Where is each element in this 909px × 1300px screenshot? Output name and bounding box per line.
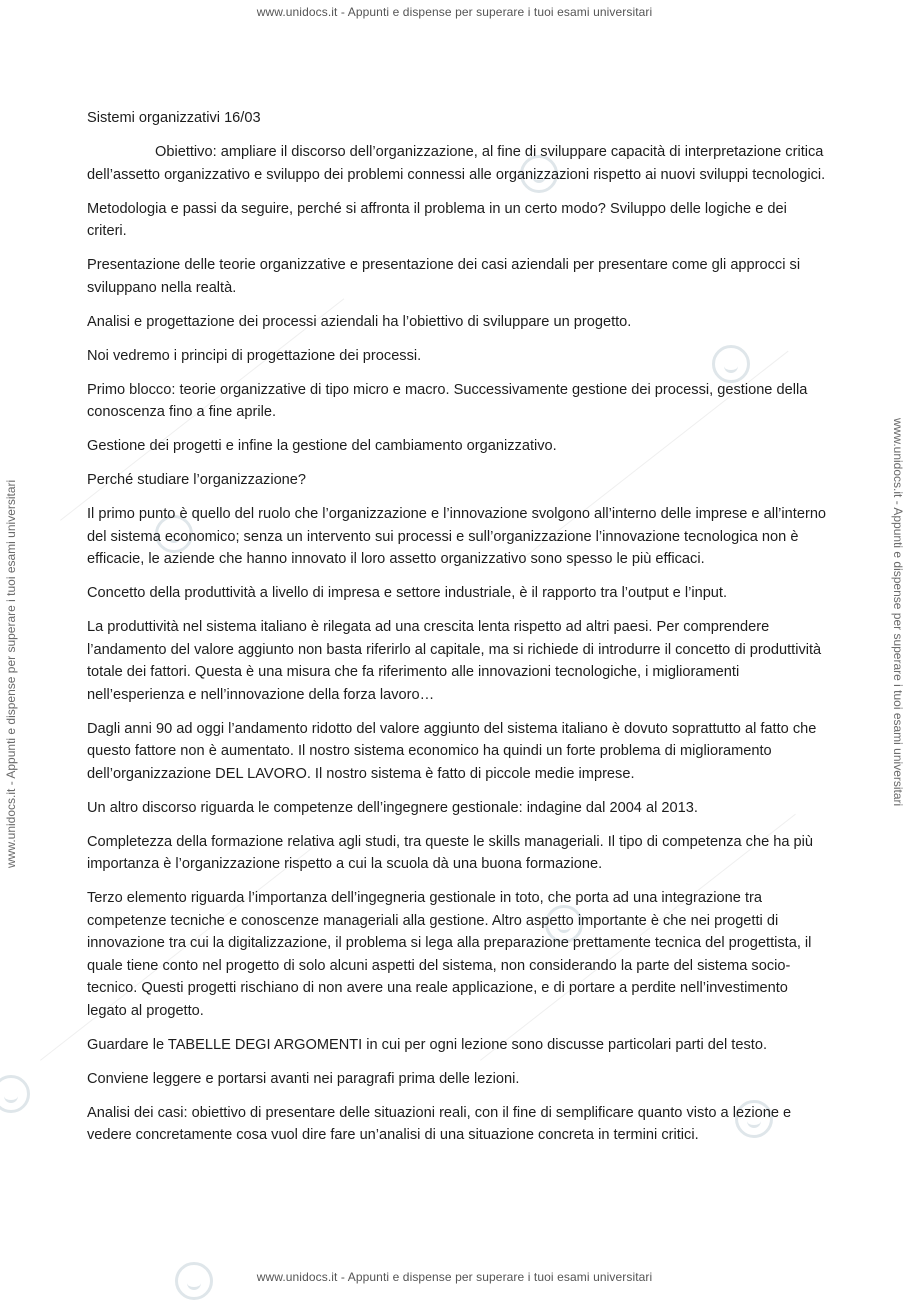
paragraph: Terzo elemento riguarda l’importanza dell’ingegneria gestionale in toto, che porta ad una integrazione tra competenze tecniche e conoscenze manageriali alla gestione. Altro aspetto importante è che nei progetti di innovazione tra cui la digitalizzazione, il problema si lega alla preparazione prettamente tecnica del progettista, il quale tiene conto nel progetto di solo alcuni aspetti del sistema, non considerando la parte del sistema socio-tecnico. Questi progetti rischiano di non avere una reale applicazione, e di portare a perdite nell’investimento legato al progetto. <box>87 890 812 1019</box>
paragraph: Guardare le TABELLE DEGI ARGOMENTI in cui per ogni lezione sono discusse particolari parti del testo. <box>87 1036 768 1053</box>
document-title: Sistemi organizzativi 16/03 <box>87 110 261 126</box>
paragraph: Analisi dei casi: obiettivo di presentare delle situazioni reali, con il fine di semplificare quanto visto a lezione e vedere concretamente cosa vuol dire fare un’analisi di una situazione concreta in termini critici. <box>87 1104 792 1143</box>
paragraph: Dagli anni 90 ad oggi l’andamento ridotto del valore aggiunto del sistema italiano è dovuto soprattutto al fatto che questo fattore non è aumentato. Il nostro sistema economico ha quindi un forte problema di miglioramento dell’organizzazione DEL LAVORO. Il nostro sistema è fatto di piccole medie imprese. <box>87 720 817 782</box>
paragraph: Noi vedremo i principi di progettazione dei processi. <box>87 347 422 364</box>
paragraph: Completezza della formazione relativa agli studi, tra queste le skills manageriali. Il tipo di competenza che ha più importanza è l’organizzazione rispetto a cui la scuola dà una buona formazione. <box>87 833 814 872</box>
paragraph: Un altro discorso riguarda le competenze dell’ingegnere gestionale: indagine dal 2004 al 2013. <box>87 799 698 816</box>
paragraph: La produttività nel sistema italiano è rilegata ad una crescita lenta rispetto ad altri paesi. Per comprendere l’andamento del valore aggiunto non basta riferirlo al capitale, ma si richiede di introdurre il concetto di produttività totale dei fattori. Questa è una misura che fa riferimento alle innovazioni tecnologiche, i miglioramenti nell’esperienza e nell’innovazione della forza lavoro… <box>87 619 822 703</box>
paragraph: Primo blocco: teorie organizzative di tipo micro e macro. Successivamente gestione dei processi, gestione della conoscenza fino a fine aprile. <box>87 381 808 420</box>
page-header[interactable]: www.unidocs.it - Appunti e dispense per superare i tuoi esami universitari <box>256 5 653 19</box>
document-body <box>87 107 827 1158</box>
left-side-watermark: www.unidocs.it - Appunti e dispense per superare i tuoi esami universitari <box>4 479 18 868</box>
paragraph: Presentazione delle teorie organizzative e presentazione dei casi aziendali per presentare come gli approcci si sviluppano nella realtà. <box>87 257 801 296</box>
page-footer[interactable]: www.unidocs.it - Appunti e dispense per superare i tuoi esami universitari <box>256 1270 653 1284</box>
paragraph: Gestione dei progetti e infine la gestione del cambiamento organizzativo. <box>87 438 557 454</box>
paragraph: Obiettivo: ampliare il discorso dell’organizzazione, al fine di sviluppare capacità di interpretazione critica dell’assetto organizzativo e sviluppo dei problemi connessi alle organizzazioni rispetto ai nuovi sviluppi tecnologici. <box>87 144 826 183</box>
unidocs-logo-icon <box>0 1075 30 1113</box>
paragraph: Conviene leggere e portarsi avanti nei paragrafi prima delle lezioni. <box>87 1070 520 1087</box>
paragraph: Perché studiare l’organizzazione? <box>87 472 307 488</box>
right-side-watermark: www.unidocs.it - Appunti e dispense per superare i tuoi esami universitari <box>891 418 905 807</box>
paragraph: Metodologia e passi da seguire, perché si affronta il problema in un certo modo? Sviluppo delle logiche e dei criteri. <box>87 200 787 239</box>
paragraph: Concetto della produttività a livello di impresa e settore industriale, è il rapporto tra l’output e l’input. <box>87 585 728 601</box>
paragraph: Il primo punto è quello del ruolo che l’organizzazione e l’innovazione svolgono all’interno delle imprese e all’interno del sistema economico; senza un intervento sui processi e sull’organizzazione l’innovazione tecnologica non è efficacie, le aziende che hanno innovato il loro assetto organizzativo sono spesso le più efficaci. <box>87 506 827 567</box>
paragraph: Analisi e progettazione dei processi aziendali ha l’obiettivo di sviluppare un progetto. <box>87 313 632 330</box>
